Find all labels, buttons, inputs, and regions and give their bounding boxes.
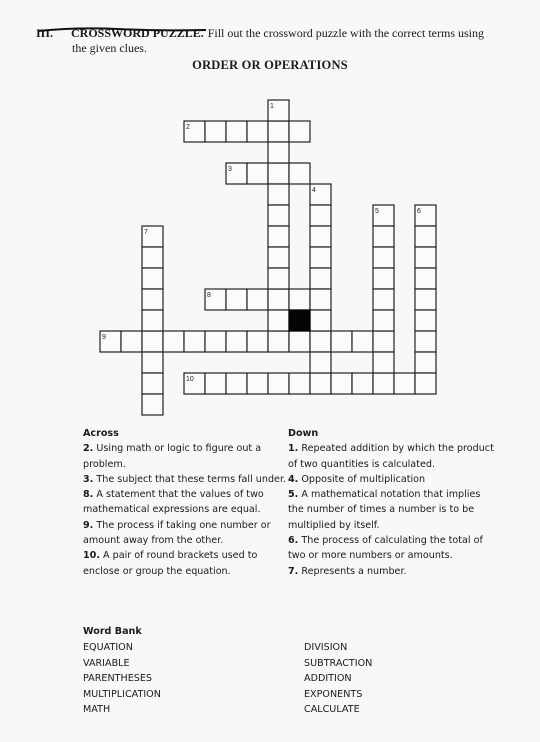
crossword-cell[interactable]	[415, 268, 436, 289]
across-clue-10: 10. A pair of round brackets used to enclose or group the equation.	[83, 550, 258, 577]
word-bank-item: EXPONENTS	[304, 688, 363, 700]
crossword-cell[interactable]	[268, 142, 289, 163]
crossword-cell[interactable]	[247, 373, 268, 394]
word-bank-item: CALCULATE	[304, 704, 360, 716]
down-clue-4: 4. Opposite of multiplication	[288, 473, 426, 485]
crossword-cell[interactable]	[268, 331, 289, 352]
crossword-cell[interactable]	[142, 352, 163, 373]
crossword-cell[interactable]	[163, 331, 184, 352]
crossword-cell[interactable]	[247, 163, 268, 184]
section-number: III.	[36, 26, 54, 40]
crossword-cell[interactable]	[184, 331, 205, 352]
crossword-cell[interactable]	[415, 226, 436, 247]
crossword-cell[interactable]	[205, 121, 226, 142]
crossword-cell[interactable]	[268, 373, 289, 394]
clue-number-8: 8	[207, 292, 211, 299]
clue-number-10: 10	[186, 376, 194, 383]
crossword-cell[interactable]	[310, 247, 331, 268]
instruction-line-2: the given clues.	[72, 41, 147, 55]
clue-number-1: 1	[270, 103, 274, 110]
word-bank-right-column	[304, 640, 372, 718]
crossword-cell[interactable]	[331, 373, 352, 394]
crossword-cell[interactable]	[268, 121, 289, 142]
crossword-cell[interactable]	[415, 352, 436, 373]
crossword-cell[interactable]	[352, 331, 373, 352]
down-clue-7: 7. Represents a number.	[288, 565, 407, 577]
clue-number-3: 3	[228, 166, 232, 173]
crossword-cell[interactable]	[268, 163, 289, 184]
word-bank-item: ADDITION	[304, 673, 352, 685]
crossword-cell[interactable]	[373, 310, 394, 331]
down-heading: Down	[288, 428, 319, 439]
crossword-cell[interactable]	[373, 268, 394, 289]
crossword-cell[interactable]	[415, 310, 436, 331]
crossword-cell[interactable]	[310, 289, 331, 310]
instruction-line-1: Fill out the crossword puzzle with the correct terms using	[207, 26, 484, 40]
crossword-cell[interactable]	[310, 331, 331, 352]
crossword-cell[interactable]	[373, 373, 394, 394]
crossword-cell[interactable]	[268, 268, 289, 289]
down-clue-6: 6. The process of calculating the total of two or more numbers or amounts.	[288, 535, 483, 562]
puzzle-title: ORDER OR OPERATIONS	[192, 58, 348, 72]
crossword-cell[interactable]	[373, 352, 394, 373]
clue-number-7: 7	[144, 229, 148, 236]
word-bank-item: DIVISION	[304, 642, 348, 653]
crossword-cell[interactable]	[142, 394, 163, 415]
clue-number-6: 6	[417, 208, 421, 215]
crossword-cell[interactable]	[205, 373, 226, 394]
crossword-cell[interactable]	[247, 121, 268, 142]
down-clue-1: 1. Repeated addition by which the product of two quantities is calculated.	[288, 443, 494, 470]
crossword-cell[interactable]	[289, 289, 310, 310]
crossword-cell[interactable]	[310, 310, 331, 331]
crossword-cell[interactable]	[373, 289, 394, 310]
word-bank-item: MULTIPLICATION	[83, 688, 161, 700]
crossword-cell[interactable]	[142, 331, 163, 352]
across-clue-2: 2. Using math or logic to figure out a problem.	[83, 443, 262, 470]
word-bank-item: MATH	[83, 704, 111, 716]
word-bank-item: EQUATION	[83, 642, 133, 653]
across-heading: Across	[83, 428, 119, 439]
clue-number-9: 9	[102, 334, 106, 341]
crossword-cell[interactable]	[310, 373, 331, 394]
crossword-cell[interactable]	[142, 373, 163, 394]
crossword-cell[interactable]	[373, 247, 394, 268]
crossword-cell[interactable]	[415, 331, 436, 352]
crossword-cell[interactable]	[226, 331, 247, 352]
crossword-cell[interactable]	[142, 268, 163, 289]
crossword-cell[interactable]	[226, 121, 247, 142]
blocked-cell	[289, 310, 310, 331]
crossword-cell[interactable]	[289, 163, 310, 184]
crossword-cell[interactable]	[310, 205, 331, 226]
crossword-cell[interactable]	[394, 373, 415, 394]
crossword-cell[interactable]	[142, 289, 163, 310]
crossword-cell[interactable]	[415, 247, 436, 268]
crossword-cell[interactable]	[226, 373, 247, 394]
crossword-cell[interactable]	[331, 331, 352, 352]
crossword-cell[interactable]	[415, 373, 436, 394]
clue-number-2: 2	[186, 124, 190, 131]
across-clue-8: 8. A statement that the values of two mathematical expressions are equal.	[83, 489, 264, 516]
word-bank-item: SUBTRACTION	[304, 657, 373, 669]
across-clues	[83, 426, 287, 579]
crossword-cell[interactable]	[226, 289, 247, 310]
crossword-cell[interactable]	[373, 226, 394, 247]
clue-number-5: 5	[375, 208, 379, 215]
word-bank-left-column	[83, 640, 161, 718]
crossword-cell[interactable]	[142, 310, 163, 331]
crossword-cell[interactable]	[373, 331, 394, 352]
crossword-cell[interactable]	[289, 373, 310, 394]
crossword-cell[interactable]	[289, 121, 310, 142]
crossword-cell[interactable]	[268, 289, 289, 310]
crossword-cell[interactable]	[310, 226, 331, 247]
word-bank-item: VARIABLE	[83, 657, 130, 669]
crossword-cell[interactable]	[352, 373, 373, 394]
crossword-cell[interactable]	[310, 352, 331, 373]
crossword-cell[interactable]	[247, 289, 268, 310]
crossword-cell[interactable]	[205, 331, 226, 352]
crossword-cell[interactable]	[268, 184, 289, 205]
down-clues	[288, 426, 498, 579]
crossword-cell[interactable]	[268, 226, 289, 247]
crossword-cell[interactable]	[121, 331, 142, 352]
crossword-cell[interactable]	[310, 268, 331, 289]
crossword-cell[interactable]	[247, 331, 268, 352]
word-bank-item: PARENTHESES	[83, 673, 153, 685]
crossword-cell[interactable]	[289, 331, 310, 352]
crossword-cell[interactable]	[415, 289, 436, 310]
crossword-cell[interactable]	[268, 247, 289, 268]
crossword-cell[interactable]	[268, 205, 289, 226]
across-clue-3: 3. The subject that these terms fall under.	[83, 473, 287, 485]
section-title: CROSSWORD PUZZLE.	[71, 26, 204, 40]
crossword-cell[interactable]	[142, 247, 163, 268]
word-bank-heading: Word Bank	[83, 626, 142, 637]
crossword-cell[interactable]	[268, 310, 289, 331]
down-clue-5: 5. A mathematical notation that implies the number of times a number is to be multiplied by itself.	[288, 489, 481, 531]
across-clue-9: 9. The process if taking one number or amount away from the other.	[83, 519, 271, 547]
clue-number-4: 4	[312, 187, 316, 194]
